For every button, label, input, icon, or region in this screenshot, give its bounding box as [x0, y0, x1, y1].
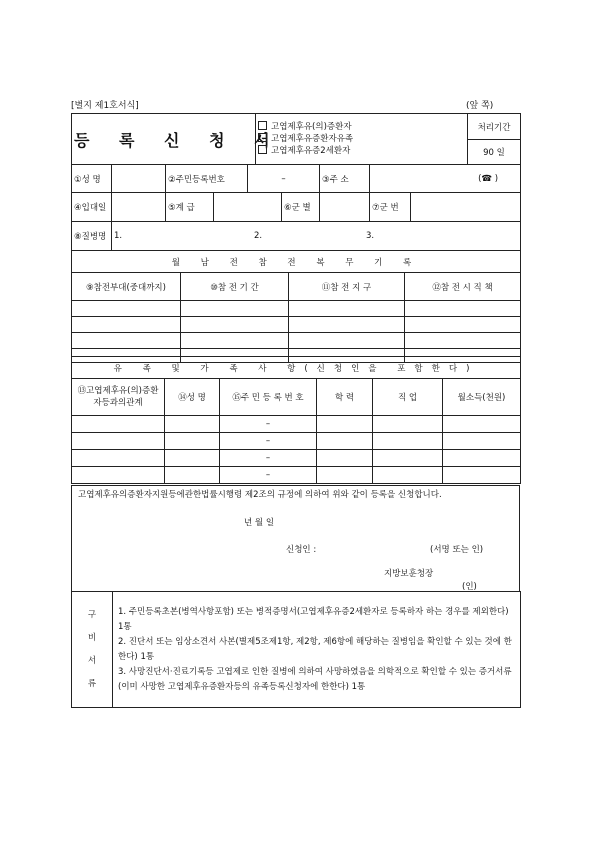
disease-label: ⑧질병명	[72, 222, 112, 251]
checkbox-icon[interactable]	[258, 121, 267, 130]
serial-label: ⑦군 번	[370, 193, 411, 222]
table-cell[interactable]	[373, 450, 443, 467]
applicant-label: 신청인 :	[286, 545, 317, 555]
seal-label: (인)	[462, 582, 477, 592]
table-cell[interactable]: –	[220, 450, 317, 467]
rrn-field[interactable]: –	[248, 165, 320, 193]
period-header: ⑩참 전 기 간	[181, 273, 289, 301]
name-label: ①성 명	[72, 165, 112, 193]
table-cell[interactable]	[443, 450, 521, 467]
family-heading: 유 족 및 가 족 사 항(신청인을 포함한다)	[72, 357, 521, 379]
enlist-field[interactable]	[112, 193, 166, 222]
doc-item-1: 1. 주민등록초본(병역사항포함) 또는 병적증명서(고엽제후유증2세환자로 등록하자 하는 경우를 제외한다) 1통	[118, 606, 509, 632]
service-table	[71, 250, 521, 363]
statement-text: 고엽제후유의증환자지원등에관한법률시행령 제2조의 규정에 의하여 위와 같이 등록을 신청합니다.	[78, 490, 442, 500]
doc-item-3: 3. 사망진단서·진료기록등 고엽제로 인한 질병에 의하여 사망하였음을 의학적으로 확인할 수 있는 증거서류(이미 사망한 고엽제후유증환자등의 유족등록신청자에 한한다) 1통	[118, 666, 512, 692]
table-cell[interactable]	[373, 467, 443, 484]
table-cell[interactable]	[317, 433, 373, 450]
grade-field[interactable]	[214, 193, 282, 222]
service-heading: 월 남 전 참 전 복 무 기 록	[72, 251, 521, 273]
table-cell[interactable]	[72, 416, 165, 433]
table-cell[interactable]	[72, 450, 165, 467]
table-cell[interactable]	[289, 301, 405, 317]
info-table	[71, 164, 521, 251]
table-cell[interactable]: –	[220, 467, 317, 484]
table-cell[interactable]	[72, 301, 181, 317]
option-1[interactable]: 고엽제후유(의)증환자	[258, 121, 465, 133]
table-cell[interactable]	[165, 433, 220, 450]
fam-name-header: ⑭성 명	[165, 379, 220, 416]
branch-field[interactable]	[320, 193, 370, 222]
enlist-label: ④입대일	[72, 193, 112, 222]
table-cell[interactable]	[317, 416, 373, 433]
table-cell[interactable]	[181, 317, 289, 333]
processing-value: 90 일	[468, 140, 521, 165]
education-header: 학 력	[317, 379, 373, 416]
date-line[interactable]: 년 월 일	[244, 518, 275, 528]
address-label: ③주 소	[320, 165, 370, 193]
family-table	[71, 356, 521, 484]
docs-list	[113, 592, 521, 708]
table-cell[interactable]	[165, 467, 220, 484]
table-cell[interactable]	[405, 301, 521, 317]
address-field[interactable]: (☎ )	[370, 165, 521, 193]
option-2[interactable]: 고엽제후유증환자유족	[258, 133, 465, 145]
relation-header: ⑬고엽제후유(의)증환자등과의관계	[72, 379, 165, 416]
rrn-label: ②주민등록번호	[166, 165, 248, 193]
table-cell[interactable]	[72, 333, 181, 349]
table-cell[interactable]	[181, 301, 289, 317]
occupation-header: 직 업	[373, 379, 443, 416]
table-cell[interactable]: –	[220, 433, 317, 450]
docs-table	[71, 591, 521, 708]
fam-rrn-header: ⑮주 민 등 록 번 호	[220, 379, 317, 416]
checkbox-icon[interactable]	[258, 145, 267, 154]
docs-label: 구 비 서 류	[72, 592, 113, 708]
branch-label: ⑥군 별	[282, 193, 320, 222]
position-header: ⑫참 전 시 직 책	[405, 273, 521, 301]
income-header: 월소득(천원)	[443, 379, 521, 416]
disease-field[interactable]: 1. 2. 3.	[112, 222, 521, 251]
table-cell[interactable]	[72, 433, 165, 450]
checkbox-icon[interactable]	[258, 133, 267, 142]
table-cell[interactable]	[317, 467, 373, 484]
sign-label[interactable]: (서명 또는 인)	[430, 545, 484, 555]
area-header: ⑪참 전 지 구	[289, 273, 405, 301]
name-field[interactable]	[112, 165, 166, 193]
table-cell[interactable]	[289, 333, 405, 349]
processing-label: 처리기간	[468, 114, 521, 140]
table-cell[interactable]	[72, 467, 165, 484]
form-title: 등 록 신 청 서	[72, 114, 256, 165]
table-cell[interactable]	[443, 467, 521, 484]
grade-label: ⑤계 급	[166, 193, 214, 222]
table-cell[interactable]	[405, 333, 521, 349]
table-cell[interactable]: –	[220, 416, 317, 433]
table-cell[interactable]	[443, 416, 521, 433]
table-cell[interactable]	[443, 433, 521, 450]
table-cell[interactable]	[405, 317, 521, 333]
option-3[interactable]: 고엽제후유증2세환자	[258, 145, 465, 157]
page-side: (앞 쪽)	[466, 101, 494, 111]
table-cell[interactable]	[181, 333, 289, 349]
table-cell[interactable]	[289, 317, 405, 333]
unit-header: ⑨참전부대(중대까지)	[72, 273, 181, 301]
title-table	[71, 113, 521, 165]
table-cell[interactable]	[165, 450, 220, 467]
table-cell[interactable]	[165, 416, 220, 433]
table-cell[interactable]	[317, 450, 373, 467]
serial-field[interactable]	[411, 193, 521, 222]
recipient: 지방보훈청장	[384, 569, 434, 579]
statement-table	[71, 485, 520, 592]
doc-item-2: 2. 진단서 또는 임상소견서 사본(별제5조제1항, 제2항, 제6항에 해당하는 질병임을 확인할 수 있는 것에 한한다) 1통	[118, 636, 512, 662]
statement-box	[72, 486, 520, 592]
table-cell[interactable]	[373, 416, 443, 433]
table-cell[interactable]	[72, 317, 181, 333]
form-number: [별지 제1호서식]	[71, 101, 139, 111]
table-cell[interactable]	[373, 433, 443, 450]
